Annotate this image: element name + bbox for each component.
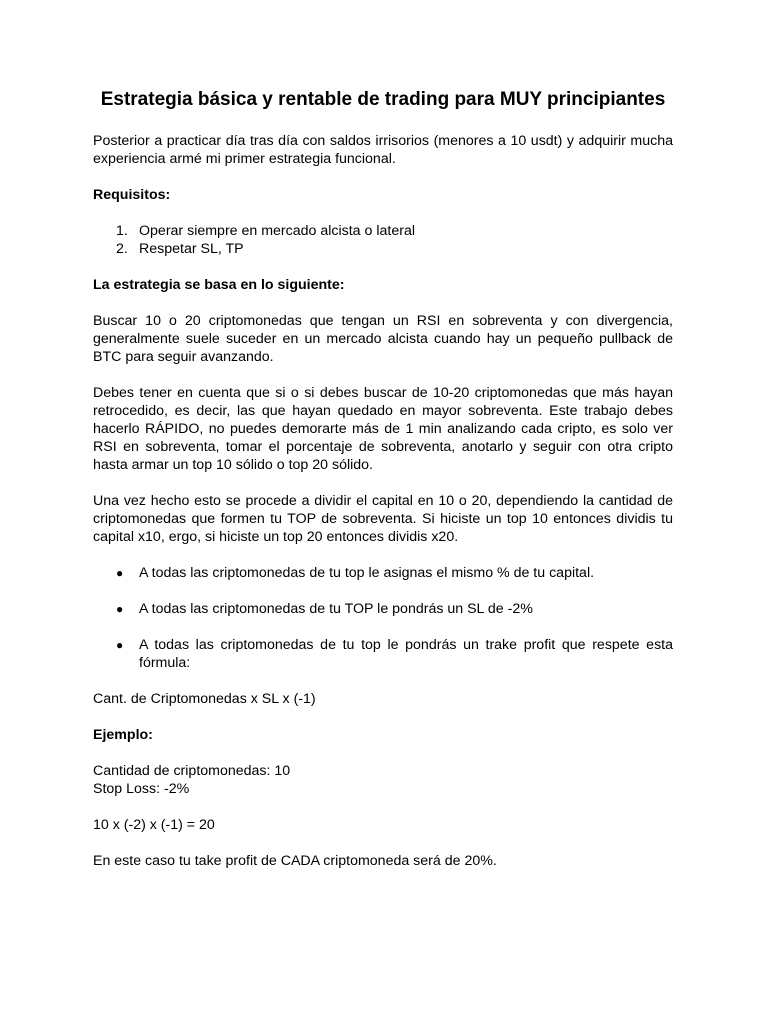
requisitos-heading: Requisitos: — [93, 187, 171, 203]
intro-paragraph: Posterior a practicar día tras día con saldos irrisorios (menores a 10 usdt) y adquirir mucha experiencia armé mi primer estrategia funcional. — [93, 133, 673, 167]
list-item-text: A todas las criptomonedas de tu top le asignas el mismo % de tu capital. — [139, 565, 595, 581]
list-item-text: A todas las criptomonedas de tu TOP le pondrás un SL de -2% — [139, 601, 533, 617]
list-item-text: Operar siempre en mercado alcista o lateral — [139, 223, 415, 239]
ejemplo-cantidad: Cantidad de criptomonedas: 10 — [93, 763, 291, 779]
requisitos-list — [93, 222, 673, 258]
ejemplo-stop-loss: Stop Loss: -2% — [93, 781, 190, 797]
list-item-text: Respetar SL, TP — [139, 241, 244, 257]
conclusion-text: En este caso tu take profit de CADA criptomoneda será de 20%. — [93, 853, 497, 869]
list-item-text: A todas las criptomonedas de tu top le pondrás un trake profit que respete esta fórmula: — [139, 637, 673, 671]
bullet-list — [93, 564, 673, 672]
list-item — [93, 564, 673, 582]
list-number: 1. — [116, 223, 128, 239]
calculation-text: 10 x (-2) x (-1) = 20 — [93, 817, 215, 833]
list-item — [93, 240, 673, 258]
paragraph-buscar: Buscar 10 o 20 criptomonedas que tengan un RSI en sobreventa y con divergencia, generalmente suele suceder en un mercado alcista cuando hay un pequeño pullback de BTC para seguir avanzando. — [93, 313, 673, 365]
paragraph-una-vez: Una vez hecho esto se procede a dividir el capital en 10 o 20, dependiendo la cantidad de criptomonedas que formen tu TOP de sobreventa. Si hiciste un top 10 entonces dividis tu capital x10, ergo, si hiciste un top 20 entonces dividis x20. — [93, 493, 673, 545]
formula-text: Cant. de Criptomonedas x SL x (-1) — [93, 691, 316, 707]
list-number: 2. — [116, 241, 128, 257]
estrategia-heading: La estrategia se basa en lo siguiente: — [93, 277, 345, 293]
bullet-icon: ● — [116, 566, 124, 580]
bullet-icon: ● — [116, 638, 124, 652]
bullet-icon: ● — [116, 602, 124, 616]
ejemplo-heading: Ejemplo: — [93, 727, 153, 743]
list-item — [93, 636, 673, 672]
paragraph-debes-tener: Debes tener en cuenta que si o si debes buscar de 10-20 criptomonedas que más hayan retrocedido, es decir, las que hayan quedado en mayor sobreventa. Este trabajo debes hacerlo RÁPIDO, no puedes demorarte más de 1 min analizando cada cripto, es solo ver RSI en sobreventa, tomar el porcentaje de sobreventa, anotarlo y seguir con otra cripto hasta armar un top 10 sólido o top 20 sólido. — [93, 385, 673, 473]
document-title: Estrategia básica y rentable de trading para MUY principiantes — [100, 89, 666, 110]
list-item — [93, 222, 673, 240]
list-item — [93, 600, 673, 618]
